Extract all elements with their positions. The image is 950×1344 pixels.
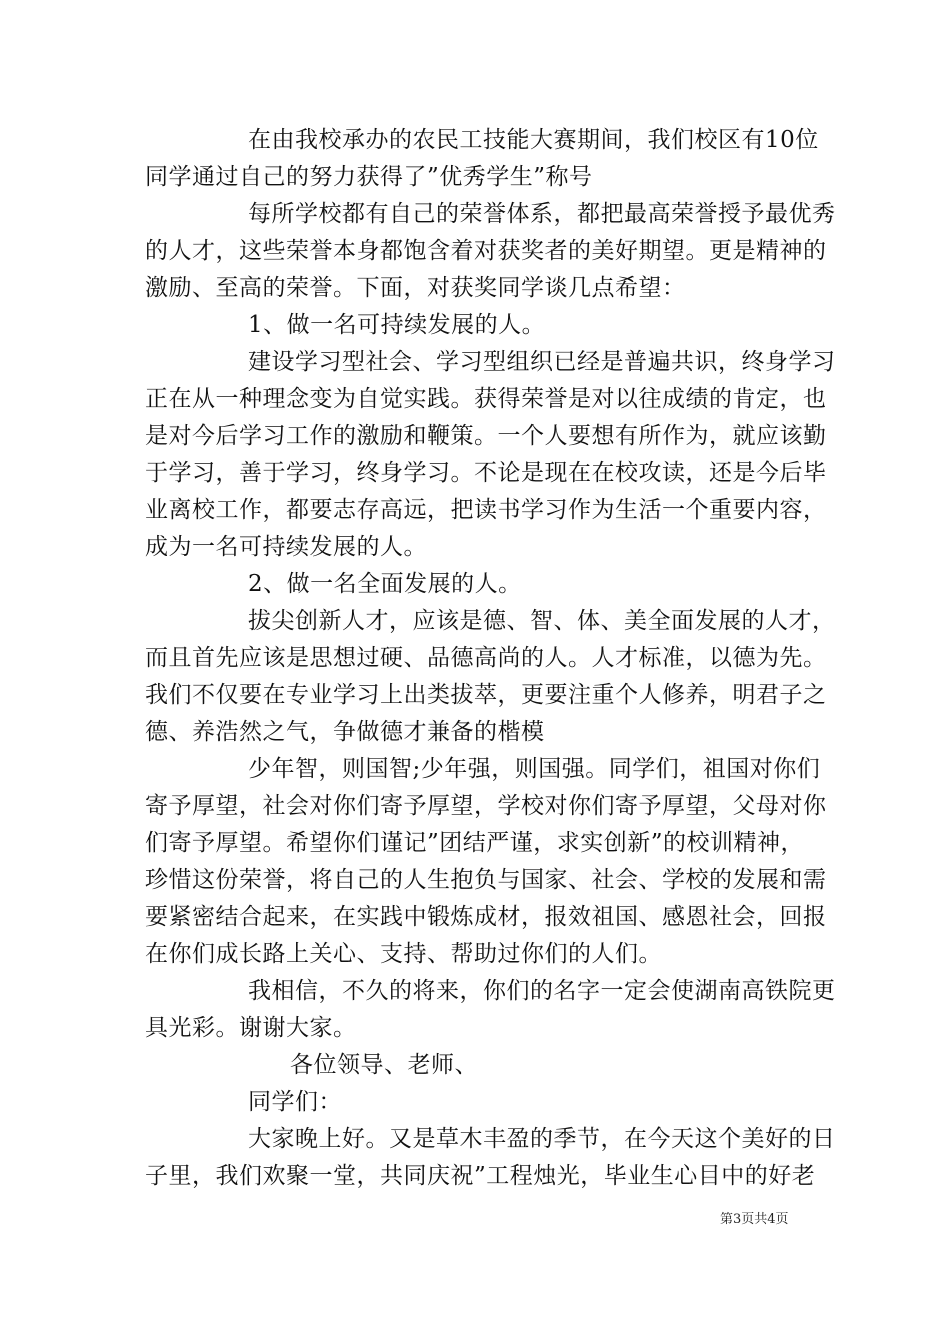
text-line: 少年智，则国智;少年强，则国强。同学们，祖国对你们	[248, 756, 821, 782]
page-number: 第3页共4页	[720, 1212, 789, 1227]
text-line: 成为一名可持续发展的人。	[145, 534, 427, 560]
text-line: 而且首先应该是思想过硬、品德高尚的人。人才标准，以德为先。	[145, 645, 827, 671]
text-line: 于学习，善于学习，终身学习。不论是现在在校攻读，还是今后毕	[145, 460, 827, 486]
text-line: 各位领导、老师、	[290, 1052, 478, 1078]
text-line: 正在从一种理念变为自觉实践。获得荣誉是对以往成绩的肯定，也	[145, 386, 827, 412]
text-line: 业离校工作，都要志存高远，把读书学习作为生活一个重要内容，	[145, 497, 827, 523]
text-line: 同学们：	[248, 1089, 342, 1115]
text-line: 1、做一名可持续发展的人。	[248, 312, 546, 338]
text-line: 同学通过自己的努力获得了”优秀学生”称号	[145, 164, 593, 190]
text-line: 珍惜这份荣誉，将自己的人生抱负与国家、社会、学校的发展和需	[145, 867, 827, 893]
text-line: 要紧密结合起来，在实践中锻炼成材，报效祖国、感恩社会，回报	[145, 904, 827, 930]
text-line: 我们不仅要在专业学习上出类拔萃，更要注重个人修养，明君子之	[145, 682, 827, 708]
text-line: 具光彩。谢谢大家。	[145, 1015, 357, 1041]
text-line: 大家晚上好。又是草木丰盈的季节，在今天这个美好的日	[248, 1126, 836, 1152]
text-line: 激励、至高的荣誉。下面，对获奖同学谈几点希望：	[145, 275, 686, 301]
text-line: 我相信，不久的将来，你们的名字一定会使湖南高铁院更	[248, 978, 836, 1004]
text-line: 的人才，这些荣誉本身都饱含着对获奖者的美好期望。更是精神的	[145, 238, 827, 264]
text-line: 建设学习型社会、学习型组织已经是普遍共识，终身学习	[248, 349, 836, 375]
text-line: 2、做一名全面发展的人。	[248, 571, 522, 597]
text-line: 子里，我们欢聚一堂，共同庆祝”工程烛光，毕业生心目中的好老	[145, 1163, 816, 1189]
text-line: 们寄予厚望。希望你们谨记”团结严谨，求实创新”的校训精神，	[145, 830, 805, 856]
text-line: 是对今后学习工作的激励和鞭策。一个人要想有所作为，就应该勤	[145, 423, 827, 449]
text-line: 拔尖创新人才，应该是德、智、体、美全面发展的人才，	[248, 608, 836, 634]
text-line: 在你们成长路上关心、支持、帮助过你们的人们。	[145, 941, 662, 967]
text-line: 每所学校都有自己的荣誉体系，都把最高荣誉授予最优秀	[248, 201, 836, 227]
text-line: 德、养浩然之气，争做德才兼备的楷模	[145, 719, 545, 745]
text-line: 寄予厚望，社会对你们寄予厚望，学校对你们寄予厚望，父母对你	[145, 793, 827, 819]
text-line: 在由我校承办的农民工技能大赛期间，我们校区有10位	[248, 127, 819, 153]
